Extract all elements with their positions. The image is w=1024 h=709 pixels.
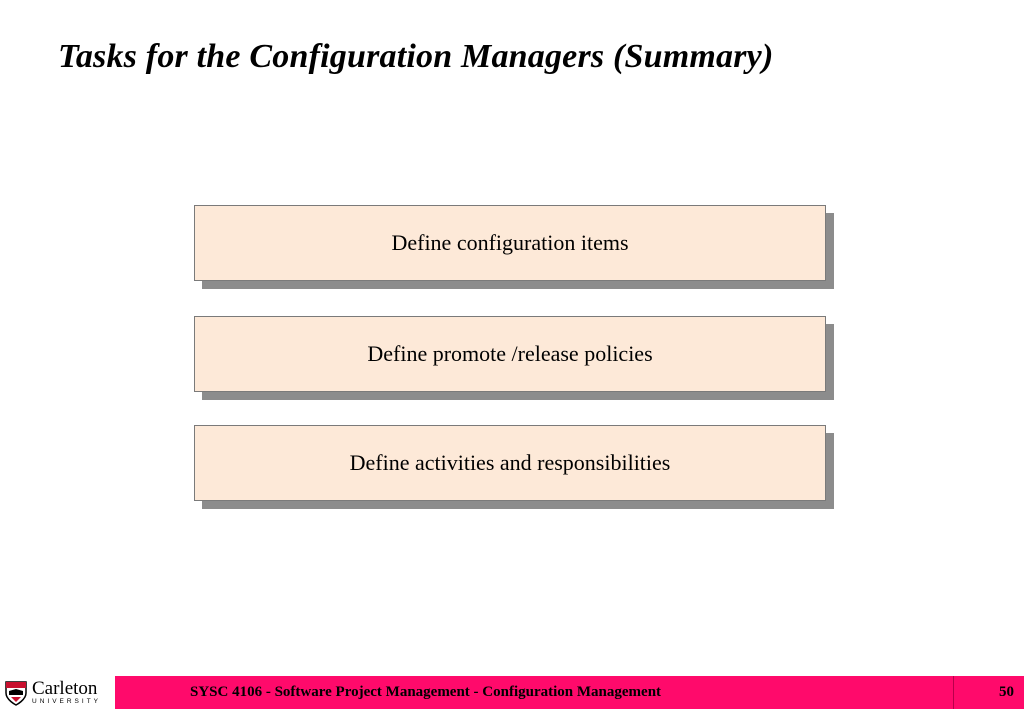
footer-course-title: SYSC 4106 - Software Project Management - Configuration Management	[190, 684, 662, 700]
task-box-promote-release-policies	[194, 316, 826, 392]
task-box-activities-responsibilities	[194, 425, 826, 501]
task-label: Define configuration items	[391, 230, 629, 255]
university-crest-icon	[4, 680, 28, 706]
task-box-configuration-items	[194, 205, 826, 281]
footer-divider	[953, 676, 954, 709]
page-number: 50	[999, 684, 1014, 700]
slide-title: Tasks for the Configuration Managers (Summary)	[58, 38, 774, 75]
task-label: Define promote /release policies	[367, 341, 653, 366]
footer-bar	[115, 676, 1024, 709]
logo-subtitle: UNIVERSITY	[32, 698, 102, 706]
university-logo	[0, 676, 115, 709]
slide-footer	[0, 676, 1024, 709]
task-label: Define activities and responsibilities	[349, 450, 671, 475]
logo-name: Carleton	[32, 678, 98, 700]
